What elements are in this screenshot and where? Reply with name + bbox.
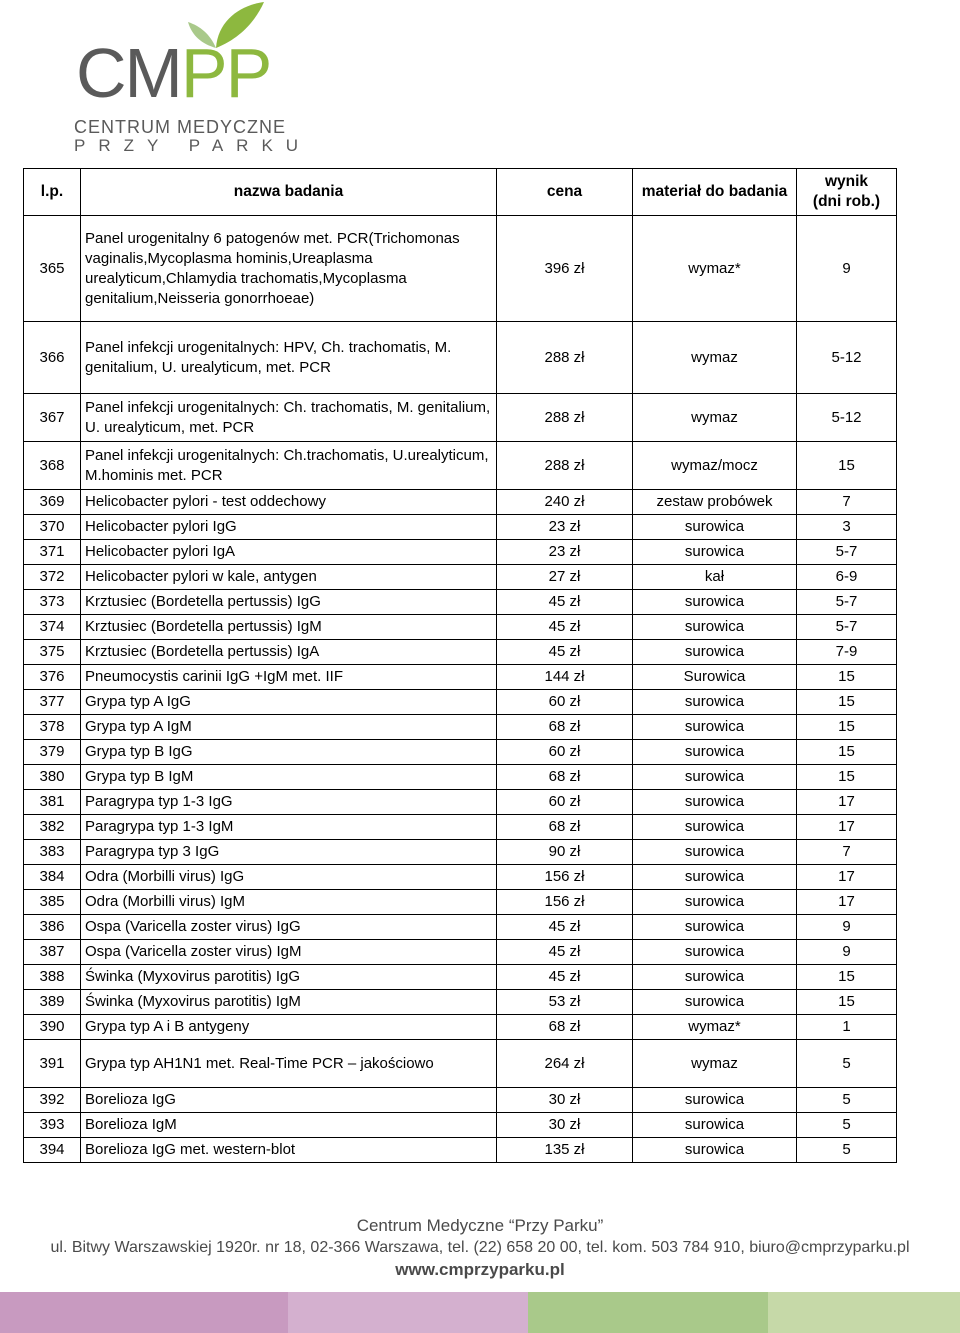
- footer-website: www.cmprzyparku.pl: [395, 1260, 565, 1279]
- row-material: surowica: [633, 1088, 797, 1113]
- row-material: wymaz: [633, 1040, 797, 1088]
- row-test-name: Ospa (Varicella zoster virus) IgM: [81, 940, 497, 965]
- row-test-name: Helicobacter pylori IgA: [81, 540, 497, 565]
- row-number: 385: [24, 890, 81, 915]
- table-row: [24, 1138, 897, 1163]
- row-number: 381: [24, 790, 81, 815]
- row-price: 45 zł: [497, 615, 633, 640]
- row-test-name: Ospa (Varicella zoster virus) IgG: [81, 915, 497, 940]
- footer-company: Centrum Medyczne “Przy Parku”: [356, 1216, 604, 1235]
- row-days: 9: [797, 915, 897, 940]
- row-number: 394: [24, 1138, 81, 1163]
- row-price: 45 zł: [497, 965, 633, 990]
- row-price: 45 zł: [497, 940, 633, 965]
- row-number: 389: [24, 990, 81, 1015]
- row-number: 371: [24, 540, 81, 565]
- row-days: 5-12: [797, 322, 897, 394]
- row-price: 240 zł: [497, 490, 633, 515]
- row-material: surowica: [633, 540, 797, 565]
- row-number: 375: [24, 640, 81, 665]
- row-test-name: Helicobacter pylori IgG: [81, 515, 497, 540]
- row-material: surowica: [633, 765, 797, 790]
- row-test-name: Panel infekcji urogenitalnych: HPV, Ch. trachomatis, M. genitalium, U. urealyticum, met. PCR: [81, 322, 497, 394]
- row-price: 45 zł: [497, 915, 633, 940]
- row-number: 365: [24, 216, 81, 322]
- table-row: [24, 322, 897, 394]
- header-result: [797, 169, 897, 216]
- footer: [0, 1215, 960, 1281]
- row-days: 9: [797, 940, 897, 965]
- row-price: 288 zł: [497, 322, 633, 394]
- row-material: surowica: [633, 640, 797, 665]
- row-test-name: Odra (Morbilli virus) IgG: [81, 865, 497, 890]
- row-material: surowica: [633, 790, 797, 815]
- table-row: [24, 394, 897, 442]
- header-lp: l.p.: [24, 169, 81, 216]
- row-test-name: Paragrypa typ 3 IgG: [81, 840, 497, 865]
- table-row: [24, 540, 897, 565]
- row-days: 9: [797, 216, 897, 322]
- row-days: 3: [797, 515, 897, 540]
- row-material: surowica: [633, 840, 797, 865]
- row-days: 5-7: [797, 615, 897, 640]
- table-header-row: [24, 169, 897, 216]
- row-number: 391: [24, 1040, 81, 1088]
- row-material: wymaz: [633, 322, 797, 394]
- logo: [74, 0, 312, 160]
- table-row: [24, 1040, 897, 1088]
- table-row: [24, 1088, 897, 1113]
- row-number: 370: [24, 515, 81, 540]
- row-price: 30 zł: [497, 1113, 633, 1138]
- row-material: surowica: [633, 815, 797, 840]
- row-material: surowica: [633, 865, 797, 890]
- table-row: [24, 490, 897, 515]
- color-stripe: [528, 1292, 768, 1333]
- table-row: [24, 790, 897, 815]
- row-test-name: Grypa typ A IgM: [81, 715, 497, 740]
- table-row: [24, 690, 897, 715]
- row-days: 15: [797, 990, 897, 1015]
- row-price: 68 zł: [497, 1015, 633, 1040]
- row-price: 68 zł: [497, 815, 633, 840]
- table-row: [24, 216, 897, 322]
- row-days: 5: [797, 1113, 897, 1138]
- row-days: 15: [797, 442, 897, 490]
- row-test-name: Helicobacter pylori - test oddechowy: [81, 490, 497, 515]
- row-test-name: Grypa typ B IgG: [81, 740, 497, 765]
- row-number: 373: [24, 590, 81, 615]
- row-material: kał: [633, 565, 797, 590]
- row-price: 60 zł: [497, 790, 633, 815]
- row-test-name: Paragrypa typ 1-3 IgM: [81, 815, 497, 840]
- table-row: [24, 615, 897, 640]
- row-material: surowica: [633, 690, 797, 715]
- row-price: 60 zł: [497, 690, 633, 715]
- row-material: wymaz/mocz: [633, 442, 797, 490]
- header-material: materiał do badania: [633, 169, 797, 216]
- row-material: surowica: [633, 1138, 797, 1163]
- logo-line-2: PRZY PARKU: [74, 136, 312, 155]
- row-price: 288 zł: [497, 442, 633, 490]
- row-material: surowica: [633, 1113, 797, 1138]
- table-row: [24, 990, 897, 1015]
- header-result-line-2: (dni rob.): [812, 193, 881, 210]
- footer-address: ul. Bitwy Warszawskiej 1920r. nr 18, 02-366 Warszawa, tel. (22) 658 20 00, tel. kom. 503 784 910, biuro@cmprzyparku.pl: [50, 1239, 910, 1256]
- row-price: 30 zł: [497, 1088, 633, 1113]
- row-number: 376: [24, 665, 81, 690]
- row-days: 15: [797, 665, 897, 690]
- row-material: surowica: [633, 590, 797, 615]
- row-price: 45 zł: [497, 590, 633, 615]
- row-days: 17: [797, 890, 897, 915]
- row-material: surowica: [633, 615, 797, 640]
- row-price: 23 zł: [497, 540, 633, 565]
- row-number: 369: [24, 490, 81, 515]
- row-days: 17: [797, 815, 897, 840]
- row-days: 7: [797, 840, 897, 865]
- row-days: 15: [797, 765, 897, 790]
- row-days: 15: [797, 690, 897, 715]
- color-stripe: [768, 1292, 960, 1333]
- row-material: surowica: [633, 940, 797, 965]
- row-material: wymaz: [633, 394, 797, 442]
- row-number: 388: [24, 965, 81, 990]
- row-number: 366: [24, 322, 81, 394]
- row-price: 264 zł: [497, 1040, 633, 1088]
- table-row: [24, 765, 897, 790]
- row-number: 368: [24, 442, 81, 490]
- row-days: 15: [797, 740, 897, 765]
- row-price: 90 zł: [497, 840, 633, 865]
- row-test-name: Panel infekcji urogenitalnych: Ch. trachomatis, M. genitalium, U. urealyticum, met. PCR: [81, 394, 497, 442]
- table-row: [24, 565, 897, 590]
- row-test-name: Świnka (Myxovirus parotitis) IgM: [81, 990, 497, 1015]
- row-material: surowica: [633, 990, 797, 1015]
- row-number: 372: [24, 565, 81, 590]
- row-number: 390: [24, 1015, 81, 1040]
- row-material: wymaz*: [633, 1015, 797, 1040]
- row-number: 379: [24, 740, 81, 765]
- table-row: [24, 515, 897, 540]
- row-price: 135 zł: [497, 1138, 633, 1163]
- table-row: [24, 965, 897, 990]
- row-price: 45 zł: [497, 640, 633, 665]
- row-test-name: Odra (Morbilli virus) IgM: [81, 890, 497, 915]
- row-price: 27 zł: [497, 565, 633, 590]
- row-days: 5: [797, 1138, 897, 1163]
- table-row: [24, 865, 897, 890]
- logo-wordmark: CMPP: [76, 34, 271, 112]
- row-test-name: Borelioza IgG met. western-blot: [81, 1138, 497, 1163]
- row-test-name: Grypa typ B IgM: [81, 765, 497, 790]
- table-row: [24, 590, 897, 615]
- row-test-name: Borelioza IgG: [81, 1088, 497, 1113]
- row-test-name: Grypa typ AH1N1 met. Real-Time PCR – jakościowo: [81, 1040, 497, 1088]
- row-days: 17: [797, 790, 897, 815]
- row-days: 6-9: [797, 565, 897, 590]
- row-test-name: Krztusiec (Bordetella pertussis) IgM: [81, 615, 497, 640]
- table-row: [24, 815, 897, 840]
- row-number: 374: [24, 615, 81, 640]
- table-row: [24, 740, 897, 765]
- row-test-name: Borelioza IgM: [81, 1113, 497, 1138]
- row-test-name: Panel urogenitalny 6 patogenów met. PCR(Trichomonas vaginalis,Mycoplasma hominis,Ureaplasma urealyticum,Chlamydia trachomatis,Mycoplasma genitalium,Neisseria gonorrhoeae): [81, 216, 497, 322]
- row-price: 144 zł: [497, 665, 633, 690]
- row-material: surowica: [633, 515, 797, 540]
- table-row: [24, 442, 897, 490]
- row-price: 156 zł: [497, 890, 633, 915]
- row-material: surowica: [633, 890, 797, 915]
- logo-line-1: CENTRUM MEDYCZNE: [74, 117, 286, 137]
- row-price: 396 zł: [497, 216, 633, 322]
- table-row: [24, 665, 897, 690]
- row-price: 288 zł: [497, 394, 633, 442]
- row-days: 1: [797, 1015, 897, 1040]
- row-days: 7: [797, 490, 897, 515]
- row-test-name: Pneumocystis carinii IgG +IgM met. IIF: [81, 665, 497, 690]
- row-number: 384: [24, 865, 81, 890]
- color-stripe: [288, 1292, 528, 1333]
- table-row: [24, 1113, 897, 1138]
- row-price: 68 zł: [497, 765, 633, 790]
- row-price: 53 zł: [497, 990, 633, 1015]
- row-days: 17: [797, 865, 897, 890]
- row-material: Surowica: [633, 665, 797, 690]
- row-price: 60 zł: [497, 740, 633, 765]
- row-test-name: Grypa typ A i B antygeny: [81, 1015, 497, 1040]
- header-name: nazwa badania: [81, 169, 497, 216]
- row-number: 380: [24, 765, 81, 790]
- row-test-name: Grypa typ A IgG: [81, 690, 497, 715]
- row-days: 5: [797, 1088, 897, 1113]
- row-number: 367: [24, 394, 81, 442]
- row-number: 377: [24, 690, 81, 715]
- row-days: 15: [797, 965, 897, 990]
- row-test-name: Krztusiec (Bordetella pertussis) IgA: [81, 640, 497, 665]
- row-number: 378: [24, 715, 81, 740]
- row-days: 7-9: [797, 640, 897, 665]
- row-number: 392: [24, 1088, 81, 1113]
- row-number: 386: [24, 915, 81, 940]
- row-material: surowica: [633, 715, 797, 740]
- row-price: 68 zł: [497, 715, 633, 740]
- row-price: 23 zł: [497, 515, 633, 540]
- color-stripe: [0, 1292, 288, 1333]
- table-row: [24, 915, 897, 940]
- row-material: surowica: [633, 740, 797, 765]
- row-days: 5: [797, 1040, 897, 1088]
- table-row: [24, 640, 897, 665]
- price-table: [23, 168, 897, 1163]
- row-test-name: Krztusiec (Bordetella pertussis) IgG: [81, 590, 497, 615]
- row-number: 393: [24, 1113, 81, 1138]
- table-row: [24, 940, 897, 965]
- row-material: zestaw probówek: [633, 490, 797, 515]
- footer-color-bar: [0, 1292, 960, 1333]
- table-row: [24, 1015, 897, 1040]
- row-test-name: Helicobacter pylori w kale, antygen: [81, 565, 497, 590]
- row-material: surowica: [633, 915, 797, 940]
- row-test-name: Świnka (Myxovirus parotitis) IgG: [81, 965, 497, 990]
- table-row: [24, 890, 897, 915]
- row-test-name: Panel infekcji urogenitalnych: Ch.trachomatis, U.urealyticum, M.hominis met. PCR: [81, 442, 497, 490]
- row-price: 156 zł: [497, 865, 633, 890]
- row-days: 5-7: [797, 540, 897, 565]
- header-result-line-1: wynik: [824, 173, 869, 190]
- row-days: 5-7: [797, 590, 897, 615]
- row-number: 383: [24, 840, 81, 865]
- row-test-name: Paragrypa typ 1-3 IgG: [81, 790, 497, 815]
- row-number: 382: [24, 815, 81, 840]
- row-days: 15: [797, 715, 897, 740]
- row-material: wymaz*: [633, 216, 797, 322]
- table-row: [24, 715, 897, 740]
- row-material: surowica: [633, 965, 797, 990]
- row-days: 5-12: [797, 394, 897, 442]
- header-price: cena: [497, 169, 633, 216]
- row-number: 387: [24, 940, 81, 965]
- table-row: [24, 840, 897, 865]
